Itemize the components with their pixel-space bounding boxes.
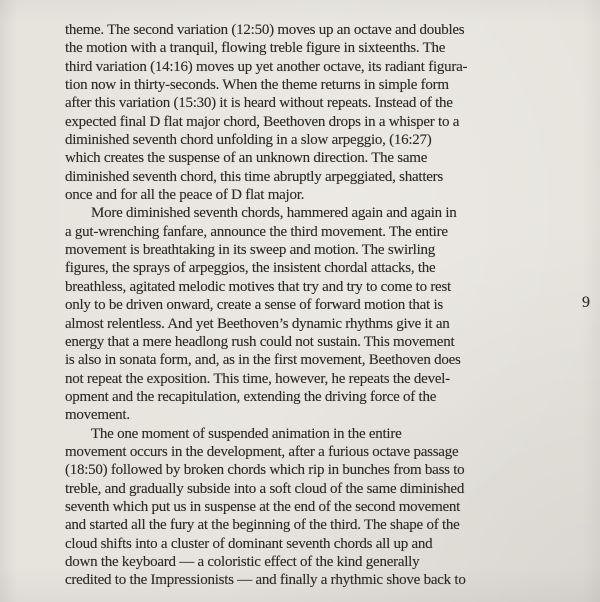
text-line: The one moment of suspended animation in the entire <box>91 425 402 442</box>
text-line: (18:50) followed by broken chords which rip in bunches from bass to <box>65 462 465 479</box>
text-line: seventh which put us in suspense at the end of the second movement <box>65 498 461 515</box>
text-line: after this variation (15:30) it is heard without repeats. Instead of the <box>65 95 453 112</box>
text-line: which creates the suspense of an unknown direction. The same <box>65 150 428 167</box>
text-line: More diminished seventh chords, hammered again and again in <box>91 205 457 222</box>
text-line: figures, the sprays of arpeggios, the insistent chordal attacks, the <box>65 260 436 277</box>
text-line: credited to the Impressionists — and finally a rhythmic shove back to <box>65 572 466 589</box>
text-line: third variation (14:16) moves up yet another octave, its radiant figura- <box>65 58 468 75</box>
paragraph <box>65 21 545 204</box>
text-line: cloud shifts into a cluster of dominant seventh chords all up and <box>65 535 433 552</box>
text-line: expected final D flat major chord, Beethoven drops in a whisper to a <box>65 113 460 130</box>
page-text <box>65 21 545 590</box>
text-line: once and for all the peace of D flat major. <box>65 187 305 204</box>
text-line: a gut-wrenching fanfare, announce the third movement. The entire <box>65 223 448 240</box>
text-line: opment and the recapitulation, extending the driving force of the <box>65 388 437 405</box>
text-line: tion now in thirty-seconds. When the theme returns in simple form <box>65 77 449 94</box>
text-line: breathless, agitated melodic motives that try and try to come to rest <box>65 278 451 295</box>
text-line: and started all the fury at the beginning of the third. The shape of the <box>65 517 460 534</box>
text-line: the motion with a tranquil, flowing treble figure in sixteenths. The <box>65 40 446 57</box>
paragraph <box>65 204 545 424</box>
text-line: diminished seventh chord, this time abruptly arpeggiated, shatters <box>65 168 443 185</box>
text-line: movement is breathtaking in its sweep and motion. The swirling <box>65 242 435 259</box>
text-line: is also in sonata form, and, as in the first movement, Beethoven does <box>65 352 461 369</box>
text-line: energy that a mere headlong rush could not sustain. This movement <box>65 333 455 350</box>
text-line: only to be driven onward, create a sense of forward motion that is <box>65 297 443 314</box>
text-line: movement. <box>65 407 130 424</box>
page-number: 9 <box>582 294 590 311</box>
text-line: theme. The second variation (12:50) moves up an octave and doubles <box>65 22 465 38</box>
text-line: diminished seventh chord unfolding in a slow arpeggio, (16:27) <box>65 132 432 149</box>
text-line: down the keyboard — a coloristic effect of the kind generally <box>65 553 420 570</box>
paragraph <box>65 425 545 590</box>
text-line: not repeat the exposition. This time, however, he repeats the devel- <box>65 370 450 387</box>
text-line: almost relentless. And yet Beethoven’s dynamic rhythms give it an <box>65 315 450 332</box>
text-line: treble, and gradually subside into a soft cloud of the same diminished <box>65 480 465 497</box>
text-line: movement occurs in the development, after a furious octave passage <box>65 443 459 460</box>
